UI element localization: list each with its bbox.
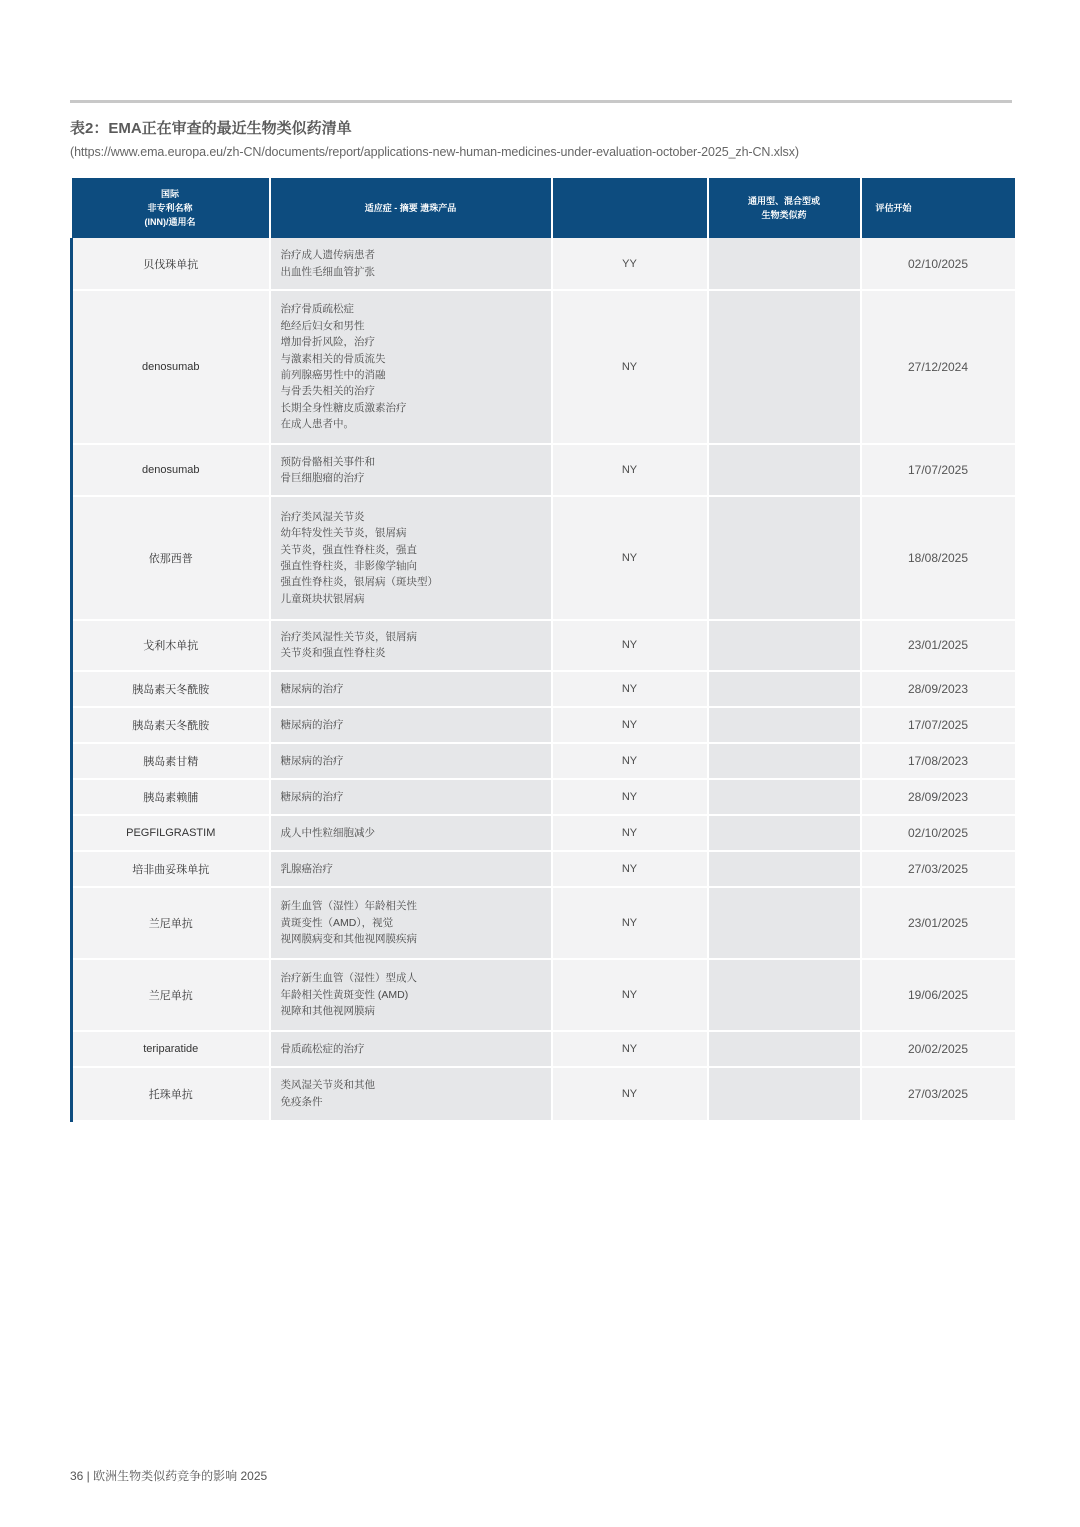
cell-start-date: 17/07/2025 (861, 444, 1015, 496)
cell-indication: 治疗类风湿性关节炎，银屑病 关节炎和强直性脊柱炎 (270, 620, 552, 671)
table-row (72, 779, 1015, 815)
cell-flag: NY (552, 671, 708, 707)
cell-indication: 预防骨骼相关事件和 骨巨细胞瘤的治疗 (270, 444, 552, 496)
cell-indication: 治疗类风湿关节炎 幼年特发性关节炎，银屑病 关节炎，强直性脊柱炎，强直 强直性脊柱炎，非影像学轴向 强直性脊柱炎，银屑病（斑块型） 儿童斑块状银屑病 (270, 496, 552, 620)
cell-start-date: 17/07/2025 (861, 707, 1015, 743)
cell-type (708, 779, 861, 815)
cell-type (708, 851, 861, 887)
cell-inn: teriparatide (72, 1031, 270, 1067)
cell-indication: 类风湿关节炎和其他 免疫条件 (270, 1067, 552, 1121)
cell-start-date: 28/09/2023 (861, 779, 1015, 815)
cell-inn: 胰岛素天冬酰胺 (72, 707, 270, 743)
cell-flag: NY (552, 887, 708, 959)
cell-start-date: 27/12/2024 (861, 290, 1015, 444)
cell-flag: NY (552, 496, 708, 620)
cell-start-date: 27/03/2025 (861, 1067, 1015, 1121)
cell-type (708, 671, 861, 707)
cell-indication: 糖尿病的治疗 (270, 707, 552, 743)
header-start: 评估开始 (861, 178, 1015, 238)
cell-type (708, 1031, 861, 1067)
cell-inn: 培非曲妥珠单抗 (72, 851, 270, 887)
cell-indication: 成人中性粒细胞减少 (270, 815, 552, 851)
cell-type (708, 238, 861, 290)
cell-type (708, 743, 861, 779)
cell-flag: NY (552, 959, 708, 1031)
biosimilar-table (70, 178, 1015, 1122)
cell-inn: 胰岛素甘精 (72, 743, 270, 779)
table-row (72, 815, 1015, 851)
cell-flag: NY (552, 1067, 708, 1121)
cell-inn: 托珠单抗 (72, 1067, 270, 1121)
table-row (72, 290, 1015, 444)
page-footer: 36 | 欧洲生物类似药竞争的影响 2025 (70, 1469, 268, 1483)
cell-flag: NY (552, 707, 708, 743)
cell-start-date: 20/02/2025 (861, 1031, 1015, 1067)
header-type: 通用型、混合型或 生物类似药 (708, 178, 861, 238)
cell-inn: 贝伐珠单抗 (72, 238, 270, 290)
table-row (72, 671, 1015, 707)
table-row (72, 707, 1015, 743)
cell-inn: PEGFILGRASTIM (72, 815, 270, 851)
table-row (72, 1031, 1015, 1067)
source-url: (https://www.ema.europa.eu/zh-CN/documents/report/applications-new-human-medicines-under-evaluation-october-2025_zh-CN.xlsx) (70, 145, 799, 159)
cell-start-date: 28/09/2023 (861, 671, 1015, 707)
table-row (72, 743, 1015, 779)
header-flag (552, 178, 708, 238)
header-indication: 适应症 - 摘要 遗珠产品 (270, 178, 552, 238)
cell-type (708, 959, 861, 1031)
cell-type (708, 496, 861, 620)
cell-indication: 治疗成人遗传病患者 出血性毛细血管扩张 (270, 238, 552, 290)
table-title: 表2：EMA正在审查的最近生物类似药清单 (70, 120, 352, 137)
table-row (72, 959, 1015, 1031)
cell-start-date: 27/03/2025 (861, 851, 1015, 887)
cell-inn: 兰尼单抗 (72, 887, 270, 959)
cell-flag: NY (552, 815, 708, 851)
cell-start-date: 23/01/2025 (861, 620, 1015, 671)
cell-flag: NY (552, 1031, 708, 1067)
cell-start-date: 02/10/2025 (861, 238, 1015, 290)
cell-inn: denosumab (72, 444, 270, 496)
cell-indication: 糖尿病的治疗 (270, 779, 552, 815)
cell-flag: NY (552, 290, 708, 444)
cell-type (708, 887, 861, 959)
table-row (72, 238, 1015, 290)
cell-inn: 兰尼单抗 (72, 959, 270, 1031)
cell-flag: NY (552, 620, 708, 671)
header-inn: 国际 非专利名称 (INN)/通用名 (72, 178, 270, 238)
cell-flag: NY (552, 743, 708, 779)
cell-type (708, 620, 861, 671)
table-row (72, 887, 1015, 959)
cell-inn: 胰岛素天冬酰胺 (72, 671, 270, 707)
cell-start-date: 19/06/2025 (861, 959, 1015, 1031)
cell-start-date: 02/10/2025 (861, 815, 1015, 851)
cell-indication: 骨质疏松症的治疗 (270, 1031, 552, 1067)
cell-start-date: 17/08/2023 (861, 743, 1015, 779)
cell-indication: 治疗新生血管（湿性）型成人 年龄相关性黄斑变性 (AMD) 视障和其他视网膜病 (270, 959, 552, 1031)
cell-type (708, 444, 861, 496)
cell-inn: 依那西普 (72, 496, 270, 620)
cell-indication: 糖尿病的治疗 (270, 743, 552, 779)
cell-flag: NY (552, 444, 708, 496)
cell-type (708, 707, 861, 743)
cell-start-date: 23/01/2025 (861, 887, 1015, 959)
cell-indication: 新生血管（湿性）年龄相关性 黄斑变性（AMD），视觉 视网膜病变和其他视网膜疾病 (270, 887, 552, 959)
cell-start-date: 18/08/2025 (861, 496, 1015, 620)
table-row (72, 620, 1015, 671)
cell-flag: YY (552, 238, 708, 290)
cell-inn: 戈利木单抗 (72, 620, 270, 671)
cell-indication: 乳腺癌治疗 (270, 851, 552, 887)
cell-inn: 胰岛素赖脯 (72, 779, 270, 815)
cell-indication: 治疗骨质疏松症 绝经后妇女和男性 增加骨折风险，治疗 与激素相关的骨质流失 前列腺癌男性中的消融 与骨丢失相关的治疗 长期全身性糖皮质激素治疗 在成人患者中。 (270, 290, 552, 444)
top-divider (70, 100, 1012, 103)
table-row (72, 851, 1015, 887)
cell-inn: denosumab (72, 290, 270, 444)
cell-type (708, 815, 861, 851)
cell-flag: NY (552, 779, 708, 815)
cell-type (708, 1067, 861, 1121)
cell-indication: 糖尿病的治疗 (270, 671, 552, 707)
cell-flag: NY (552, 851, 708, 887)
cell-type (708, 290, 861, 444)
table-row (72, 444, 1015, 496)
table-header-row (72, 178, 1015, 238)
table-row (72, 496, 1015, 620)
table-row (72, 1067, 1015, 1121)
